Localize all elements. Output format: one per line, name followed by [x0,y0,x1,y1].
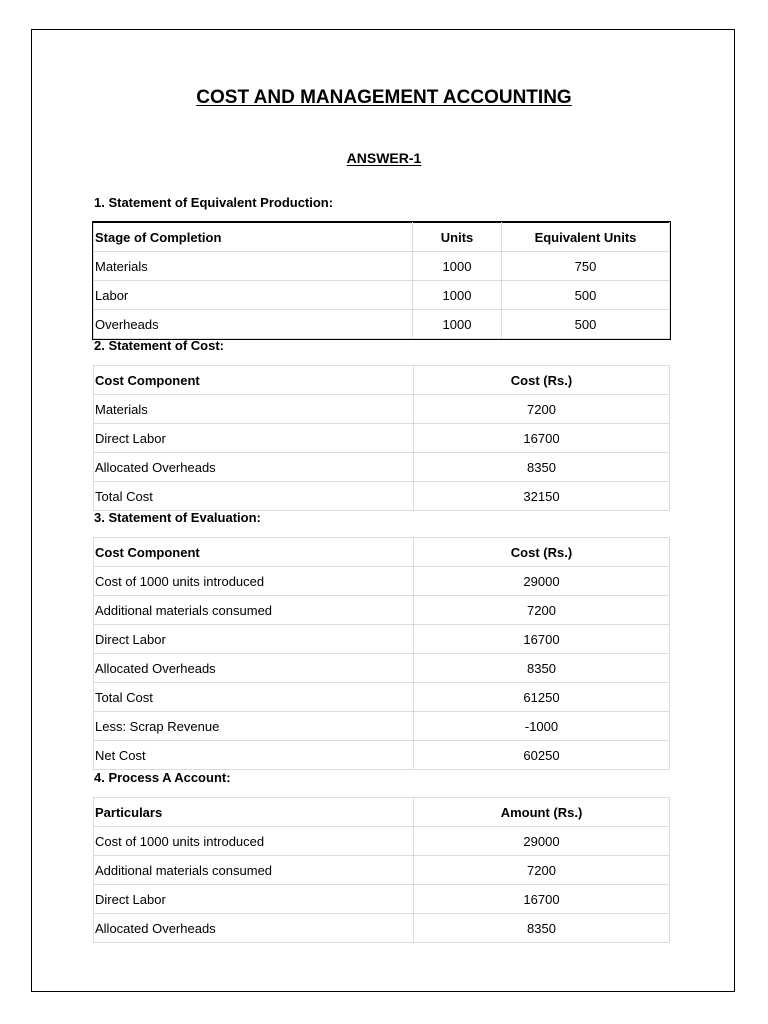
table-cell: Net Cost [94,741,414,770]
table-cell: Materials [94,252,413,281]
table-row [94,683,670,712]
table-header-row [94,538,670,567]
table-cell: Total Cost [94,683,414,712]
table-row [94,741,670,770]
table-row [94,453,670,482]
column-header: Cost Component [94,366,414,395]
table-cell: Labor [94,281,413,310]
column-header: Cost (Rs.) [414,366,670,395]
table-cell: 16700 [414,885,670,914]
table-row [94,424,670,453]
table-row [94,914,670,943]
table-cell: 7200 [414,395,670,424]
table-cell: -1000 [414,712,670,741]
table-cell: 1000 [413,310,502,339]
table-cell: Additional materials consumed [94,596,414,625]
table-cell: 32150 [414,482,670,511]
table-cell: 7200 [414,596,670,625]
process-a-account-table [93,797,670,943]
table-header-row [94,366,670,395]
column-header: Cost (Rs.) [414,538,670,567]
section-heading-statement-of-evaluation: 3. Statement of Evaluation: [94,510,261,525]
table-header-row [94,798,670,827]
column-header: Units [413,223,502,252]
table-row [94,596,670,625]
table-row [94,827,670,856]
table-cell: Additional materials consumed [94,856,414,885]
table-cell: 750 [502,252,670,281]
table-cell: 500 [502,310,670,339]
table-cell: 1000 [413,281,502,310]
table-row [94,567,670,596]
statement-of-cost-table [93,365,670,511]
section-heading-process-a-account: 4. Process A Account: [94,770,231,785]
table-header-row [94,223,670,252]
table-cell: Less: Scrap Revenue [94,712,414,741]
answer-heading: ANSWER-1 [346,150,422,166]
table-row [94,395,670,424]
section-heading-statement-of-cost: 2. Statement of Cost: [94,338,225,353]
table-cell: 61250 [414,683,670,712]
equivalent-production-table [93,222,670,339]
table-row [94,281,670,310]
table-row [94,482,670,511]
table-cell: Cost of 1000 units introduced [94,827,414,856]
table-row [94,712,670,741]
table-row [94,885,670,914]
table-cell: Cost of 1000 units introduced [94,567,414,596]
column-header: Amount (Rs.) [414,798,670,827]
document-title: COST AND MANAGEMENT ACCOUNTING [196,87,572,108]
table-cell: Direct Labor [94,885,414,914]
table-cell: Allocated Overheads [94,914,414,943]
table-cell: Direct Labor [94,625,414,654]
table-cell: Overheads [94,310,413,339]
table-row [94,310,670,339]
column-header: Stage of Completion [94,223,413,252]
column-header: Particulars [94,798,414,827]
table-cell: Allocated Overheads [94,654,414,683]
table-cell: Total Cost [94,482,414,511]
table-row [94,856,670,885]
column-header: Cost Component [94,538,414,567]
section-heading-equivalent-production: 1. Statement of Equivalent Production: [94,195,334,210]
column-header: Equivalent Units [502,223,670,252]
table-cell: 8350 [414,914,670,943]
table-cell: 1000 [413,252,502,281]
table-cell: 16700 [414,625,670,654]
table-cell: 500 [502,281,670,310]
table-cell: 29000 [414,567,670,596]
table-cell: Direct Labor [94,424,414,453]
table-cell: 29000 [414,827,670,856]
table-cell: 60250 [414,741,670,770]
table-row [94,654,670,683]
table-cell: 8350 [414,654,670,683]
table-cell: 16700 [414,424,670,453]
table-cell: Allocated Overheads [94,453,414,482]
table-row [94,252,670,281]
statement-of-evaluation-table [93,537,670,770]
table-cell: 8350 [414,453,670,482]
table-cell: 7200 [414,856,670,885]
table-cell: Materials [94,395,414,424]
table-row [94,625,670,654]
